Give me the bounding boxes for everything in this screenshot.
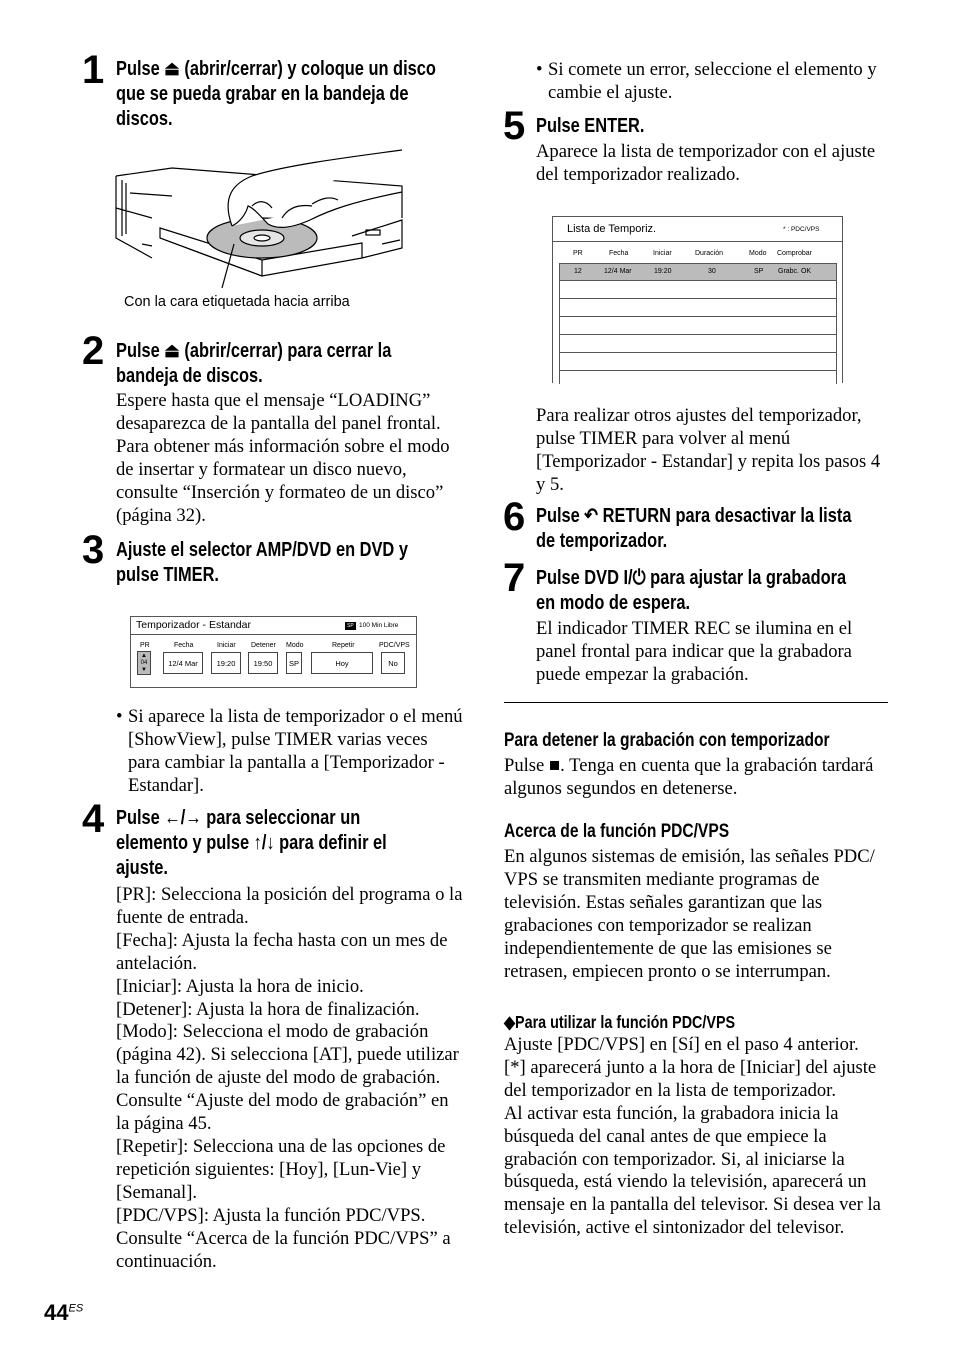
step-4-heading-line: ajuste.	[116, 857, 168, 879]
step-5-heading	[536, 114, 668, 139]
body-line: (página 42). Si selecciona [AT], puede utilizar	[116, 1044, 459, 1066]
header-pdc-vps: PDC/VPS	[379, 642, 410, 649]
down-arrow-icon: ▼	[141, 666, 147, 673]
row-fecha: 12/4 Mar	[604, 268, 632, 275]
body-line: Pulse ■. Tenga en cuenta que la grabación tardará	[504, 755, 874, 776]
step-7-number: 7	[503, 556, 526, 600]
body-line: [Detener]: Ajusta la hora de finalización.	[116, 998, 420, 1020]
body-line: [Modo]: Selecciona el modo de grabación	[116, 1021, 429, 1043]
col-fecha: Fecha	[609, 250, 629, 257]
step-2-heading-line: Pulse ⏏ (abrir/cerrar) para cerrar la	[116, 340, 392, 362]
step-6-heading	[536, 504, 921, 554]
body-line: Estandar].	[128, 774, 204, 796]
body-line: [*] aparecerá junto a la hora de [Iniciar] del ajuste	[504, 1056, 877, 1078]
body-line: televisión. Estas señales garantizan que las	[504, 891, 823, 913]
table-row[interactable]	[560, 264, 836, 281]
body-line: [Fecha]: Ajusta la fecha hasta con un mes de	[116, 929, 448, 951]
body-line: retrasen, empiecen pronto o se interrumpan.	[504, 960, 831, 982]
body-line: [PR]: Selecciona la posición del programa o la	[116, 884, 463, 905]
body-line: [Iniciar]: Ajusta la hora de inicio.	[116, 975, 364, 997]
body-line: Ajuste [PDC/VPS] en [Sí] en el paso 4 anterior.	[504, 1034, 859, 1055]
pdc-section-heading-text: Acerca de la función PDC/VPS	[504, 821, 730, 842]
step-6-heading-line: Pulse ↶ RETURN para desactivar la lista	[536, 505, 852, 527]
body-line: la página 45.	[116, 1113, 212, 1135]
step-1-heading-line: Pulse ⏏ (abrir/cerrar) y coloque un disco	[116, 58, 436, 80]
header-detener: Detener	[251, 642, 276, 649]
body-line: grabaciones con temporizador se realizan	[504, 914, 812, 936]
step-7-heading-line: en modo de espera.	[536, 592, 691, 614]
stop-section-heading	[504, 729, 901, 753]
step-5-body	[536, 141, 875, 187]
body-line: panel frontal para indicar que la grabadora	[536, 640, 852, 662]
body-line: El indicador TIMER REC se ilumina en el	[536, 618, 853, 639]
step-1-heading-line: discos.	[116, 108, 173, 130]
body-line: búsqueda, está viendo la televisión, aparecerá un	[504, 1171, 867, 1193]
body-line: algunos segundos en detenerse.	[504, 777, 738, 799]
body-line: independientemente de que las emisiones se	[504, 937, 832, 959]
body-line: búsqueda del canal antes de que empiece la	[504, 1125, 827, 1147]
table-row[interactable]	[560, 299, 836, 317]
field-repetir[interactable]: Hoy	[311, 652, 373, 674]
body-line: Para obtener más información sobre el modo	[116, 435, 450, 457]
body-line: continuación.	[116, 1250, 217, 1272]
pdc-use-heading	[504, 1010, 786, 1034]
free-space-text: 100 Min Libre	[359, 622, 399, 629]
step-5-number: 5	[503, 104, 526, 148]
body-line: desaparezca de la pantalla del panel frontal.	[116, 412, 441, 434]
header-repetir: Repetir	[332, 642, 355, 649]
body-line: grabación con temporizador. Si, al iniciarse la	[504, 1148, 845, 1170]
body-line: Consulte “Acerca de la función PDC/VPS” a	[116, 1227, 451, 1249]
body-line: Para realizar otros ajustes del temporizador,	[536, 405, 862, 426]
page-number-suffix: ES	[68, 1302, 84, 1315]
bullet-dot: •	[116, 706, 123, 727]
body-line: y 5.	[536, 473, 564, 495]
body-line: Aparece la lista de temporizador con el ajuste	[536, 141, 876, 162]
body-line: cambie el ajuste.	[548, 81, 673, 103]
section-divider	[504, 702, 888, 703]
timer-list-rows	[559, 263, 837, 384]
field-fecha[interactable]: 12/4 Mar	[163, 652, 203, 674]
table-row[interactable]	[560, 317, 836, 335]
col-duracion: Duración	[695, 250, 724, 257]
field-detener[interactable]: 19:50	[248, 652, 278, 674]
step-5-heading-line: Pulse ENTER.	[536, 115, 645, 137]
body-line: VPS se transmiten mediante programas de	[504, 868, 820, 890]
body-line: consulte “Inserción y formateo de un disco”	[116, 481, 444, 503]
page-number	[44, 1300, 83, 1326]
step-4-body	[116, 884, 462, 1273]
step-1-heading	[116, 57, 506, 132]
step-3-heading	[116, 538, 472, 588]
body-line: (página 32).	[116, 504, 206, 526]
bullet-dot: •	[536, 59, 543, 80]
field-pr[interactable]	[137, 651, 151, 675]
step-4-heading-line: Pulse ←/→ para seleccionar un	[116, 807, 361, 829]
body-line: [Repetir]: Selecciona una de las opciones de	[116, 1135, 446, 1157]
body-line: Al activar esta función, la grabadora inicia la	[504, 1102, 839, 1124]
step-4-bullet	[536, 59, 877, 105]
body-line: Consulte “Ajuste del modo de grabación” en	[116, 1090, 449, 1112]
table-row[interactable]	[560, 335, 836, 353]
step-6-number: 6	[503, 495, 526, 539]
header-pr: PR	[140, 642, 150, 649]
row-pr: 12	[574, 268, 582, 275]
body-line: para cambiar la pantalla a [Temporizador -	[128, 751, 445, 773]
body-line: Si aparece la lista de temporizador o el menú	[128, 706, 463, 727]
field-pr-value: 04	[140, 659, 148, 666]
step-2-number: 2	[82, 329, 105, 373]
field-modo[interactable]: SP	[286, 652, 302, 674]
timer-list-screen	[552, 216, 843, 383]
body-line: Espere hasta que el mensaje “LOADING”	[116, 390, 431, 411]
body-line: repetición siguientes: [Hoy], [Lun-Vie] y	[116, 1158, 422, 1180]
pdc-use-heading-text: ◆Para utilizar la función PDC/VPS	[504, 1012, 736, 1032]
stop-section-body	[504, 755, 873, 801]
col-comprobar: Comprobar	[777, 250, 813, 257]
body-line: [ShowView], pulse TIMER varias veces	[128, 728, 428, 750]
step-2-body	[116, 390, 450, 527]
body-line: fuente de entrada.	[116, 906, 249, 928]
step-7-body	[536, 618, 852, 687]
body-line: del temporizador en la lista de temporizador.	[504, 1079, 836, 1101]
step-1-number: 1	[82, 48, 105, 92]
up-arrow-icon: ▲	[141, 652, 147, 659]
step-4-heading-line: elemento y pulse ↑/↓ para definir el	[116, 832, 387, 854]
step-5-after	[536, 405, 880, 497]
body-line: [Temporizador - Estandar] y repita los pasos 4	[536, 450, 881, 472]
body-line: En algunos sistemas de emisión, las señales PDC/	[504, 846, 875, 867]
col-iniciar: Iniciar	[653, 250, 672, 257]
step-3-number: 3	[82, 528, 105, 572]
header-modo: Modo	[286, 642, 304, 649]
step-4-heading	[116, 806, 446, 881]
table-row[interactable]	[560, 353, 836, 371]
col-modo: Modo	[749, 250, 767, 257]
body-line: mensaje en la pantalla del televisor. Si desea ver la	[504, 1194, 881, 1216]
screen-title: Lista de Temporiz.	[567, 223, 657, 235]
body-line: puede empezar la grabación.	[536, 663, 749, 685]
body-line: televisión, active el sintonizador del televisor.	[504, 1217, 845, 1239]
step-7-heading	[536, 566, 914, 616]
step-3-heading-line: pulse TIMER.	[116, 564, 219, 586]
body-line: Si comete un error, seleccione el elemento y	[548, 59, 877, 80]
body-line: del temporizador realizado.	[536, 163, 740, 185]
body-line: la función de ajuste del modo de grabación.	[116, 1067, 441, 1089]
step-2-heading	[116, 339, 452, 389]
step-6-heading-line: de temporizador.	[536, 530, 668, 552]
screen-title: Temporizador - Estandar	[136, 619, 251, 631]
body-line: antelación.	[116, 952, 198, 974]
header-fecha: Fecha	[174, 642, 194, 649]
pdc-section-body	[504, 846, 875, 983]
body-line: [Semanal].	[116, 1181, 198, 1203]
row-iniciar: 19:20	[654, 268, 672, 275]
page-number-value: 44	[44, 1300, 69, 1325]
step-2-heading-line: bandeja de discos.	[116, 365, 263, 387]
pdc-section-heading	[504, 820, 779, 844]
pdc-legend: * : PDC/VPS	[783, 226, 820, 233]
timer-standard-screen	[130, 616, 417, 688]
row-comprobar: Grabc. OK	[778, 268, 812, 275]
row-modo: SP	[754, 268, 764, 275]
header-iniciar: Iniciar	[217, 642, 236, 649]
stop-section-heading-text: Para detener la grabación con temporizador	[504, 730, 830, 751]
body-line: [PDC/VPS]: Ajusta la función PDC/VPS.	[116, 1204, 426, 1226]
free-space-badge: SP	[347, 623, 354, 629]
step-7-heading-line: Pulse DVD I/⏻ para ajustar la grabadora	[536, 567, 847, 589]
illustration-caption: Con la cara etiquetada hacia arriba	[124, 294, 350, 310]
step-4-number: 4	[82, 797, 105, 841]
step-3-bullet	[116, 706, 463, 798]
col-pr: PR	[573, 250, 583, 257]
step-1-heading-line: que se pueda grabar en la bandeja de	[116, 83, 409, 105]
field-pdc-vps[interactable]: No	[381, 652, 405, 674]
step-3-heading-line: Ajuste el selector AMP/DVD en DVD y	[116, 539, 408, 561]
table-row[interactable]	[560, 281, 836, 299]
row-duracion: 30	[708, 268, 716, 275]
disc-tray-illustration	[112, 148, 412, 288]
pdc-use-body	[504, 1034, 881, 1240]
field-iniciar[interactable]: 19:20	[211, 652, 241, 674]
body-line: pulse TIMER para volver al menú	[536, 427, 791, 449]
body-line: de insertar y formatear un disco nuevo,	[116, 458, 407, 480]
